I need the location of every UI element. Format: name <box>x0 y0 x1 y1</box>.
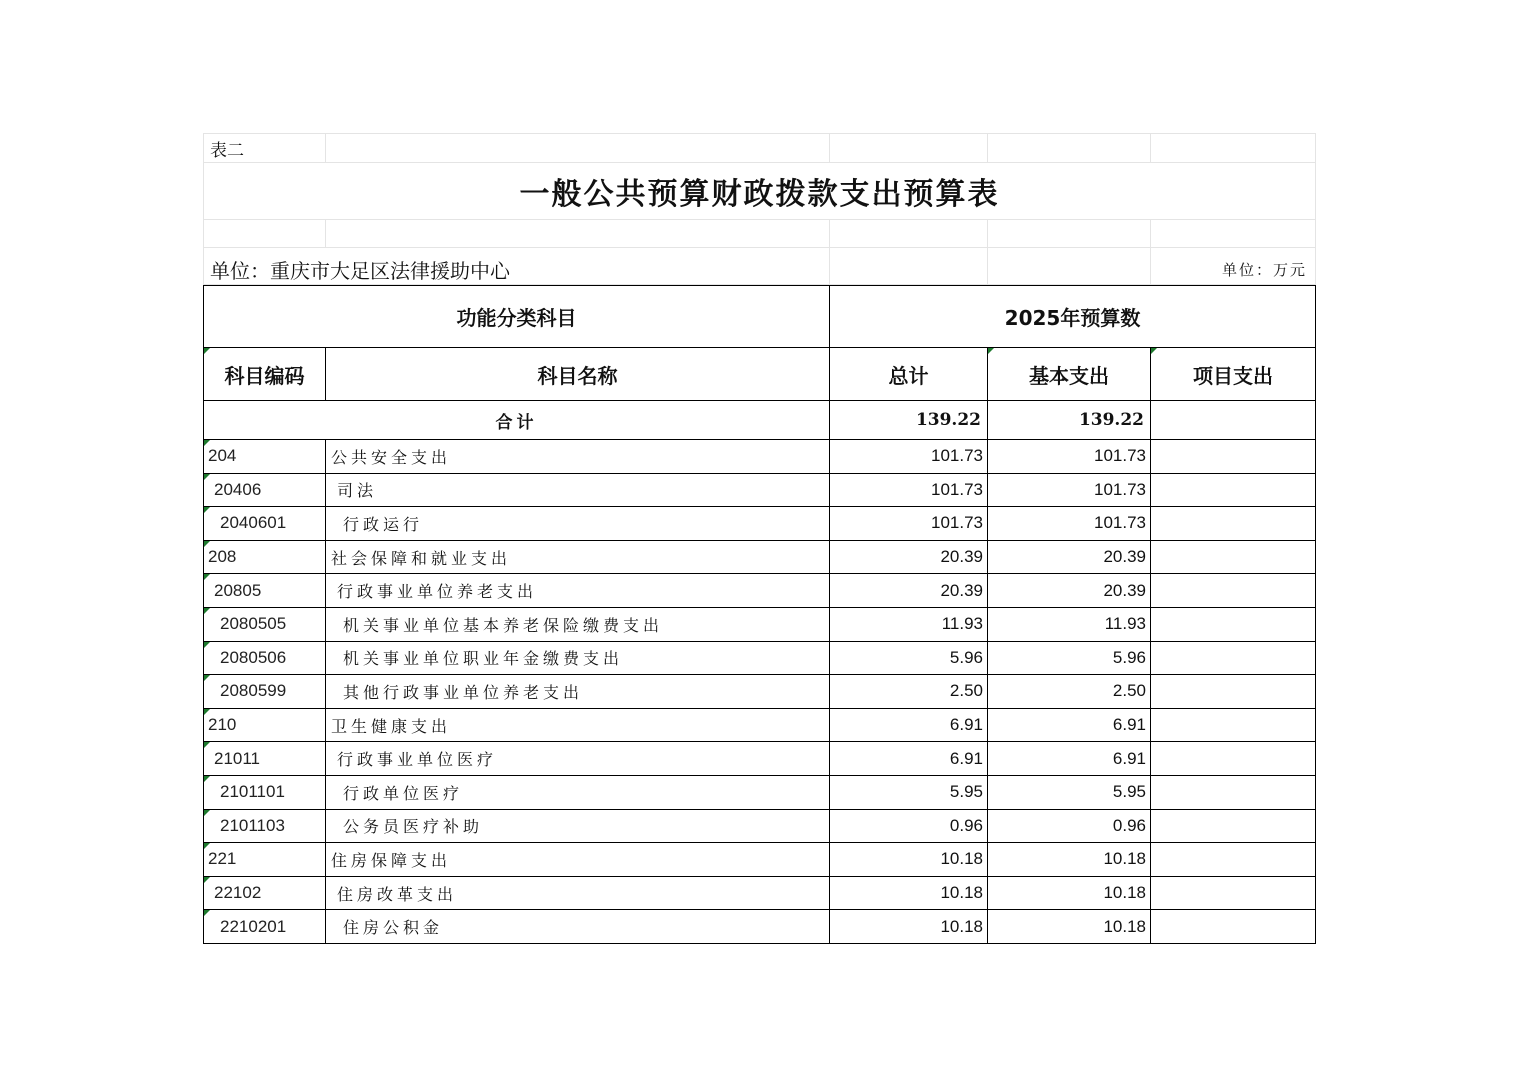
row-project <box>1151 507 1316 541</box>
total-label: 合计 <box>204 401 830 440</box>
row-basic: 101.73 <box>988 440 1151 474</box>
header-budget-2025: 2025年预算数 <box>830 286 1316 348</box>
row-code: 2101101 <box>204 775 326 809</box>
row-total: 10.18 <box>830 876 988 910</box>
sheet-label: 表二 <box>204 134 326 163</box>
row-code: 20406 <box>204 473 326 507</box>
table-row <box>204 473 1316 507</box>
total-row <box>204 401 1316 440</box>
row-name: 公共安全支出 <box>326 440 830 474</box>
table-row <box>204 675 1316 709</box>
header-project-expenditure: 项目支出 <box>1151 348 1316 401</box>
row-project <box>1151 775 1316 809</box>
header-subject-name: 科目名称 <box>326 348 830 401</box>
header-functional-classification: 功能分类科目 <box>204 286 830 348</box>
row-code: 210 <box>204 708 326 742</box>
row-name: 公务员医疗补助 <box>326 809 830 843</box>
table-row <box>204 775 1316 809</box>
row-project <box>1151 473 1316 507</box>
table-row <box>204 540 1316 574</box>
row-basic: 2.50 <box>988 675 1151 709</box>
table-row <box>204 910 1316 944</box>
row-name: 住房公积金 <box>326 910 830 944</box>
row-total: 10.18 <box>830 910 988 944</box>
row-total: 101.73 <box>830 507 988 541</box>
row-total: 10.18 <box>830 843 988 877</box>
spreadsheet <box>203 133 1315 944</box>
row-project <box>1151 574 1316 608</box>
row-project <box>1151 675 1316 709</box>
unit-organization: 单位：重庆市大足区法律援助中心 <box>204 248 830 285</box>
header-basic-expenditure: 基本支出 <box>988 348 1151 401</box>
sheet-header-grid <box>203 133 1316 285</box>
row-basic: 11.93 <box>988 607 1151 641</box>
table-row <box>204 742 1316 776</box>
row-basic: 10.18 <box>988 910 1151 944</box>
row-total: 6.91 <box>830 742 988 776</box>
table-row <box>204 809 1316 843</box>
table-row <box>204 641 1316 675</box>
row-basic: 101.73 <box>988 507 1151 541</box>
table-row <box>204 440 1316 474</box>
row-total: 5.95 <box>830 775 988 809</box>
row-project <box>1151 540 1316 574</box>
row-basic: 10.18 <box>988 843 1151 877</box>
row-name: 住房保障支出 <box>326 843 830 877</box>
row-name: 行政运行 <box>326 507 830 541</box>
row-code: 20805 <box>204 574 326 608</box>
page-title: 一般公共预算财政拨款支出预算表 <box>204 163 1316 220</box>
row-project <box>1151 607 1316 641</box>
row-total: 0.96 <box>830 809 988 843</box>
row-code: 2210201 <box>204 910 326 944</box>
total-project <box>1151 401 1316 440</box>
row-code: 21011 <box>204 742 326 776</box>
row-name: 行政事业单位养老支出 <box>326 574 830 608</box>
row-name: 社会保障和就业支出 <box>326 540 830 574</box>
row-project <box>1151 910 1316 944</box>
total-sum: 139.22 <box>830 401 988 440</box>
row-code: 2080506 <box>204 641 326 675</box>
row-project <box>1151 742 1316 776</box>
total-basic: 139.22 <box>988 401 1151 440</box>
row-project <box>1151 440 1316 474</box>
row-code: 204 <box>204 440 326 474</box>
header-subject-code: 科目编码 <box>204 348 326 401</box>
row-name: 机关事业单位基本养老保险缴费支出 <box>326 607 830 641</box>
row-code: 22102 <box>204 876 326 910</box>
row-total: 5.96 <box>830 641 988 675</box>
row-code: 2040601 <box>204 507 326 541</box>
row-total: 20.39 <box>830 540 988 574</box>
row-project <box>1151 641 1316 675</box>
row-basic: 0.96 <box>988 809 1151 843</box>
row-code: 221 <box>204 843 326 877</box>
row-basic: 20.39 <box>988 540 1151 574</box>
table-row <box>204 574 1316 608</box>
row-name: 住房改革支出 <box>326 876 830 910</box>
table-row <box>204 607 1316 641</box>
row-basic: 5.95 <box>988 775 1151 809</box>
header-total: 总计 <box>830 348 988 401</box>
row-total: 6.91 <box>830 708 988 742</box>
table-row <box>204 507 1316 541</box>
row-name: 机关事业单位职业年金缴费支出 <box>326 641 830 675</box>
row-total: 101.73 <box>830 440 988 474</box>
row-basic: 20.39 <box>988 574 1151 608</box>
row-name: 行政事业单位医疗 <box>326 742 830 776</box>
row-code: 2101103 <box>204 809 326 843</box>
unit-currency: 单位：万元 <box>1151 248 1316 285</box>
row-total: 11.93 <box>830 607 988 641</box>
row-code: 2080599 <box>204 675 326 709</box>
table-row <box>204 876 1316 910</box>
budget-table <box>203 285 1316 944</box>
table-row <box>204 708 1316 742</box>
row-project <box>1151 843 1316 877</box>
row-project <box>1151 809 1316 843</box>
row-project <box>1151 708 1316 742</box>
row-total: 101.73 <box>830 473 988 507</box>
row-basic: 101.73 <box>988 473 1151 507</box>
row-basic: 5.96 <box>988 641 1151 675</box>
row-basic: 6.91 <box>988 708 1151 742</box>
row-name: 行政单位医疗 <box>326 775 830 809</box>
row-total: 20.39 <box>830 574 988 608</box>
row-project <box>1151 876 1316 910</box>
row-total: 2.50 <box>830 675 988 709</box>
row-code: 2080505 <box>204 607 326 641</box>
row-code: 208 <box>204 540 326 574</box>
row-name: 司法 <box>326 473 830 507</box>
row-name: 卫生健康支出 <box>326 708 830 742</box>
row-name: 其他行政事业单位养老支出 <box>326 675 830 709</box>
row-basic: 10.18 <box>988 876 1151 910</box>
table-row <box>204 843 1316 877</box>
row-basic: 6.91 <box>988 742 1151 776</box>
